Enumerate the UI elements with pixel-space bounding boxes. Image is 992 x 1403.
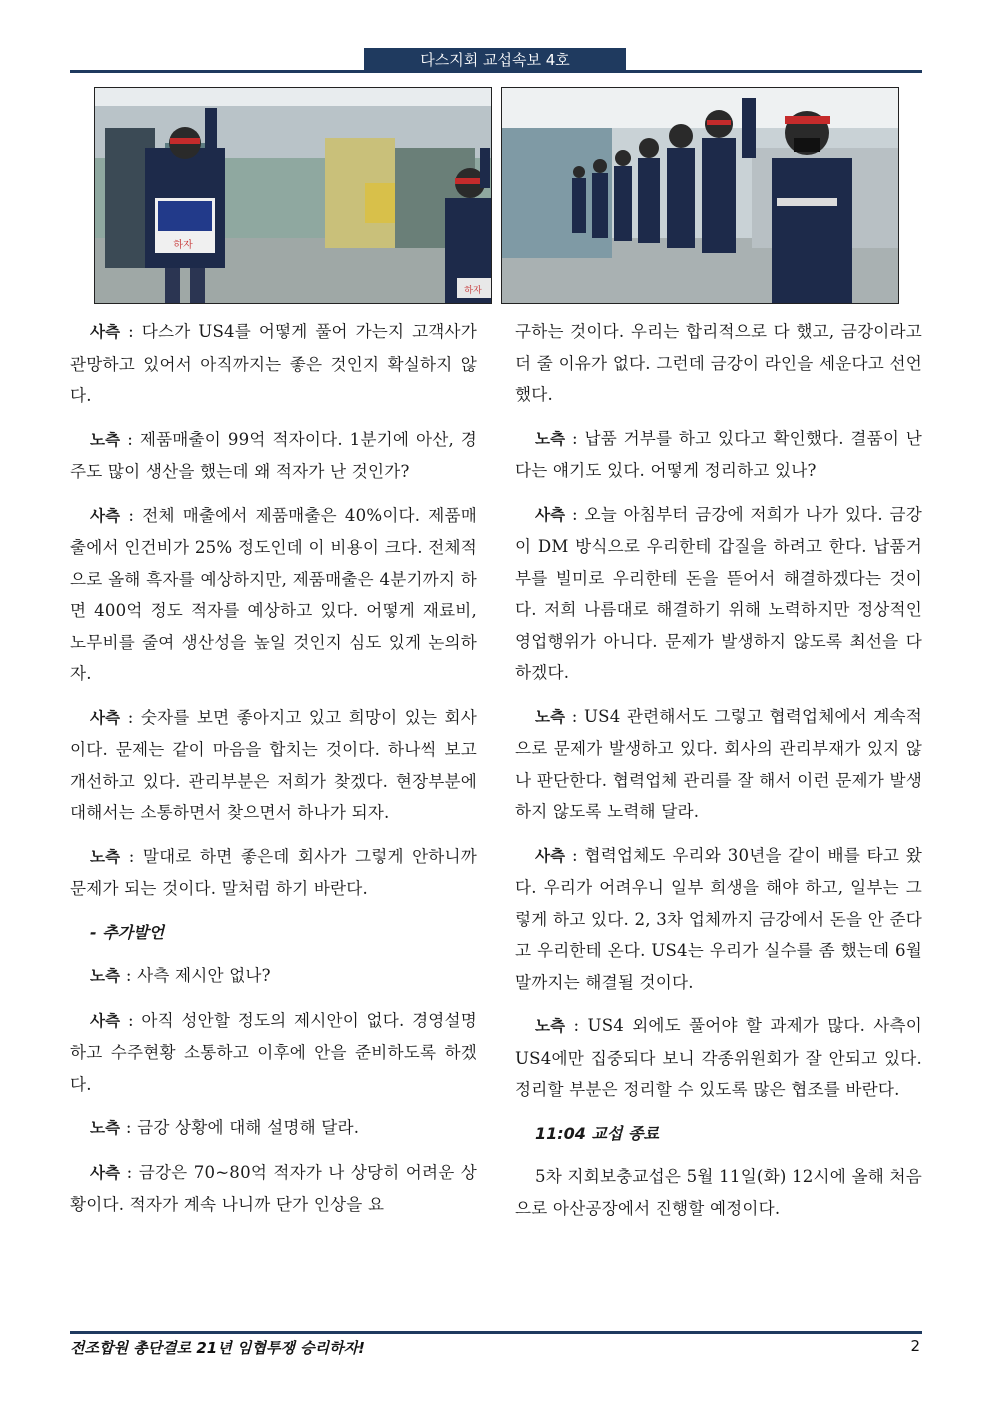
dialogue-paragraph [70, 1005, 477, 1101]
dialogue-text: : 협력업체도 우리와 30년을 같이 배를 타고 왔다. 우리가 어려우니 일부 희생을 해야 하고, 일부는 그렇게 하고 있다. 2, 3차 업체까지 금강에서 돈을 안 준다고 우리한테 온다. US4는 우리가 실수를 좀 했는데 6월 말까지는 해결될 것이다. [515, 845, 922, 992]
photo-union-rally-left [94, 87, 492, 304]
dialogue-text: : US4 외에도 풀어야 할 과제가 많다. 사측이 US4에만 집중되다 보니 각종위원회가 잘 안되고 있다. 정리할 부분은 정리할 수 있도록 많은 협조를 바란다. [515, 1016, 922, 1099]
speaker-label: 사측 [90, 708, 121, 727]
dialogue-paragraph [70, 1157, 477, 1221]
closing-paragraph [515, 1161, 922, 1224]
speaker-label: 사측 [535, 846, 566, 865]
dialogue-text: : US4 관련해서도 그렇고 협력업체에서 계속적으로 문제가 발생하고 있다. 회사의 관리부재가 있지 않나 판단한다. 협력업체 관리를 잘 해서 이런 문제가 발생하지 않도록 노력해 달라. [515, 706, 922, 821]
speaker-label: 사측 [90, 1163, 121, 1182]
dialogue-paragraph [515, 499, 922, 689]
dialogue-paragraph [70, 702, 477, 829]
dialogue-paragraph [515, 423, 922, 487]
dialogue-paragraph [70, 316, 477, 412]
dialogue-paragraph [70, 841, 477, 905]
page-number: 2 [910, 1337, 920, 1355]
dialogue-text: : 다스가 US4를 어떻게 풀어 가는지 고객사가 관망하고 있어서 아직까지는 좋은 것인지 확실하지 않다. [70, 322, 477, 405]
dialogue-text: : 말대로 하면 좋은데 회사가 그렇게 안하니까 문제가 되는 것이다. 말처럼 하기 바란다. [70, 846, 477, 898]
section-note: 11:04 교섭 종료 [535, 1123, 659, 1143]
speaker-label: 사측 [535, 505, 566, 524]
vest-sign-text-2: 하자 [464, 286, 482, 296]
factory-line-photo [502, 88, 898, 303]
speaker-label: 노측 [90, 430, 121, 449]
speaker-label: 사측 [90, 323, 121, 341]
footer-slogan: 전조합원 총단결로 21년 임협투쟁 승리하자! [70, 1339, 365, 1357]
dialogue-paragraph [70, 500, 477, 690]
factory-floor-photo [95, 88, 491, 303]
footer-rule [70, 1331, 922, 1334]
dialogue-paragraph [515, 840, 922, 999]
dialogue-paragraph [70, 960, 477, 993]
dialogue-text: : 금강은 70~80억 적자가 나 상당히 어려운 상황이다. 적자가 계속 나니까 단가 인상을 요 [70, 1162, 477, 1214]
article-left-column [70, 316, 477, 1233]
dialogue-paragraph [70, 1112, 477, 1145]
speaker-label: 노측 [90, 1119, 121, 1137]
newsletter-title: 다스지회 교섭속보 4호 [364, 48, 626, 71]
dialogue-paragraph [70, 424, 477, 488]
dialogue-text: : 아직 성안할 정도의 제시안이 없다. 경영설명하고 수주현황 소통하고 이후에 안을 준비하도록 하겠다. [70, 1010, 477, 1094]
dialogue-text: : 납품 거부를 하고 있다고 확인했다. 결품이 난다는 얘기도 있다. 어떻게 정리하고 있나? [515, 428, 922, 480]
dialogue-text: : 사측 제시안 없나? [120, 966, 271, 985]
speaker-label: 노측 [90, 847, 121, 866]
dialogue-text: : 숫자를 보면 좋아지고 있고 희망이 있는 회사이다. 문제는 같이 마음을 합치는 것이다. 하나씩 보고 개선하고 있다. 관리부분은 저희가 찾겠다. 현장부분에 대해서는 소통하면서 찾으면서 하나가 되자. [70, 707, 477, 822]
dialogue-text: 구하는 것이다. 우리는 합리적으로 다 했고, 금강이라고 더 줄 이유가 없다. 그런데 금강이 라인을 세운다고 선언했다. [515, 322, 922, 404]
speaker-label: 노측 [535, 707, 566, 726]
dialogue-text: : 전체 매출에서 제품매출은 40%이다. 제품매출에서 인건비가 25% 정도인데 이 비용이 크다. 전체적으로 올해 흑자를 예상하지만, 제품매출은 4분기까지 하면 400억 정도 적자를 예상하고 있다. 어떻게 재료비, 노무비를 줄여 생산성을 높일 것인지 심도 있게 논의하자. [70, 505, 477, 683]
speaker-label: 노측 [535, 429, 566, 448]
article-right-column [515, 316, 922, 1236]
dialogue-text: : 금강 상황에 대해 설명해 달라. [120, 1118, 360, 1137]
speaker-label: 사측 [90, 506, 121, 525]
dialogue-text: : 오늘 아침부터 금강에 저희가 나가 있다. 금강이 DM 방식으로 우리한테 갑질을 하려고 한다. 납품거부를 빌미로 우리한테 돈을 뜯어서 해결하겠다는 것이다. 저희 나름대로 해결하기 위해 노력하지만 정상적인 영업행위가 아니다. 문제가 발생하지 않도록 최선을 다 하겠다. [515, 504, 922, 682]
header-rule [70, 70, 922, 73]
dialogue-paragraph [515, 1010, 922, 1106]
speaker-label: 사측 [90, 1011, 121, 1030]
dialogue-text: : 제품매출이 99억 적자이다. 1분기에 아산, 경주도 많이 생산을 했는데 왜 적자가 난 것인가? [70, 429, 477, 481]
section-note: - 추가발언 [90, 922, 165, 942]
dialogue-text: 5차 지회보충교섭은 5월 11일(화) 12시에 올해 처음으로 아산공장에서 진행할 예정이다. [515, 1167, 922, 1218]
dialogue-continuation [515, 316, 922, 411]
speaker-label: 노측 [90, 967, 121, 985]
photo-union-rally-right [501, 87, 899, 304]
dialogue-paragraph [515, 701, 922, 828]
vest-sign-text-1: 하자 [173, 240, 193, 251]
speaker-label: 노측 [535, 1017, 566, 1035]
